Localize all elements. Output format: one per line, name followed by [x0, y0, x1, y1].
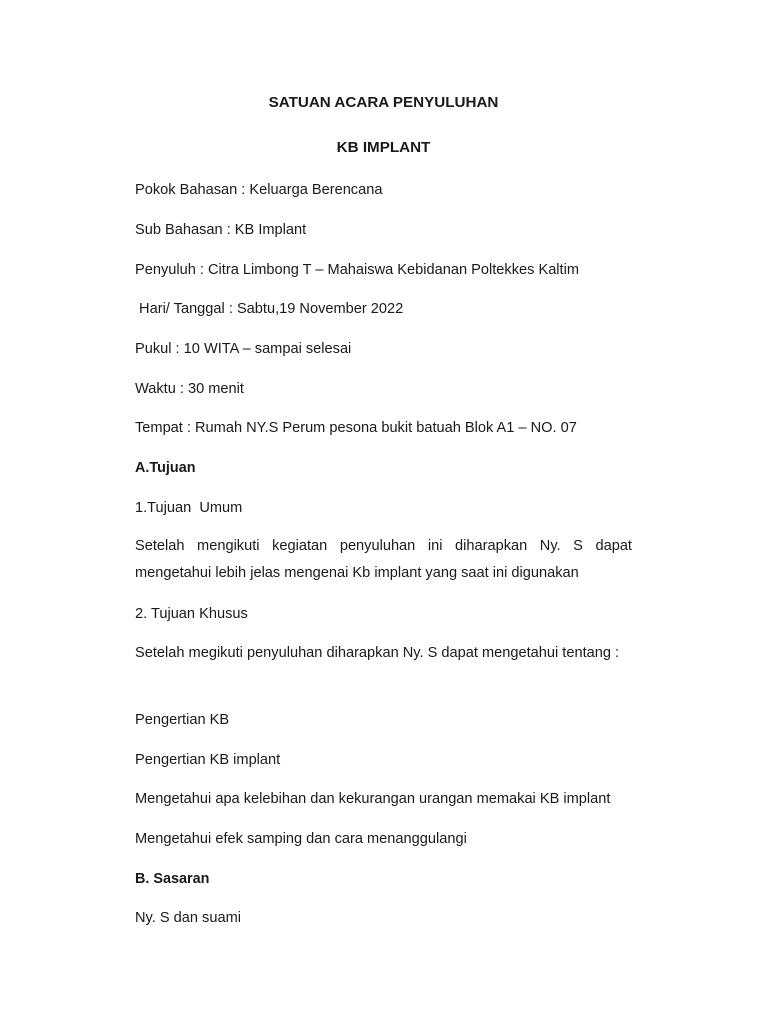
- tujuan-khusus-heading: 2. Tujuan Khusus: [135, 606, 248, 622]
- info-waktu: Waktu : 30 menit: [135, 381, 244, 397]
- info-pukul: Pukul : 10 WITA – sampai selesai: [135, 341, 352, 357]
- tujuan-umum-heading: 1.Tujuan Umum: [135, 500, 243, 516]
- info-sub-bahasan: Sub Bahasan : KB Implant: [135, 222, 307, 238]
- info-tempat: Tempat : Rumah NY.S Perum pesona bukit batuah Blok A1 – NO. 07: [135, 420, 577, 436]
- list-item: Mengetahui apa kelebihan dan kekurangan urangan memakai KB implant: [135, 791, 611, 807]
- list-item: Pengertian KB: [135, 712, 230, 728]
- section-a-heading: A.Tujuan: [135, 460, 196, 476]
- document-subtitle: KB IMPLANT: [336, 139, 431, 156]
- tujuan-umum-text: Setelah mengikuti kegiatan penyuluhan ini diharapkan Ny. S dapat mengetahui lebih jelas mengenai Kb implant yang saat ini digunakan: [135, 538, 632, 581]
- list-item: Pengertian KB implant: [135, 752, 281, 768]
- info-pokok-bahasan: Pokok Bahasan : Keluarga Berencana: [135, 182, 383, 198]
- section-b-heading: B. Sasaran: [135, 871, 210, 887]
- info-hari-tanggal: Hari/ Tanggal : Sabtu,19 November 2022: [135, 301, 404, 317]
- list-item: Mengetahui efek samping dan cara menanggulangi: [135, 831, 467, 847]
- document-title: SATUAN ACARA PENYULUHAN: [268, 94, 499, 111]
- info-penyuluh: Penyuluh : Citra Limbong T – Mahaiswa Kebidanan Poltekkes Kaltim: [135, 262, 580, 278]
- sasaran-text: Ny. S dan suami: [135, 910, 241, 926]
- tujuan-khusus-text: Setelah megikuti penyuluhan diharapkan Ny. S dapat mengetahui tentang :: [135, 645, 620, 661]
